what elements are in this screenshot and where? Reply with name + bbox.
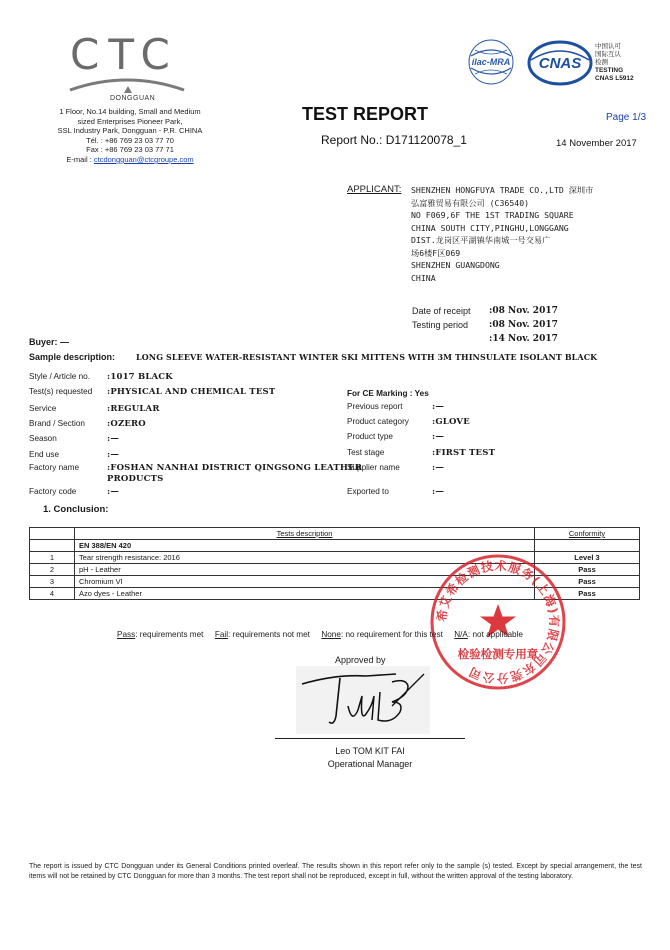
sample-description-label: Sample description: bbox=[29, 352, 116, 362]
address-phone: Tél. : +86 769 23 03 77 70 bbox=[86, 135, 174, 145]
product-category-label: Product category bbox=[347, 417, 409, 426]
applicant-line: 场6楼F区069 bbox=[411, 247, 461, 258]
applicant-details bbox=[411, 184, 641, 284]
signature-line bbox=[275, 738, 465, 739]
conformity-legend bbox=[117, 630, 523, 639]
style-article-label: Style / Article no. bbox=[29, 372, 90, 381]
col-tests-description: Tests description bbox=[75, 528, 535, 540]
legend-na-text: : not applicable bbox=[467, 630, 523, 639]
official-seal-icon bbox=[428, 552, 568, 692]
row-conformity: Pass bbox=[535, 564, 640, 576]
date-of-receipt-value: :08 Nov. 2017 bbox=[489, 306, 558, 316]
applicant-label: APPLICANT: bbox=[347, 184, 402, 195]
service-label: Service bbox=[29, 404, 57, 413]
page-number: Page 1/3 bbox=[606, 112, 647, 123]
cnas-text: CNAS bbox=[538, 55, 582, 72]
product-type-value: :— bbox=[432, 432, 445, 442]
factory-name-value-cont: PRODUCTS bbox=[107, 474, 164, 484]
style-article-value: :1017 BLACK bbox=[107, 372, 173, 382]
product-category-value: :GLOVE bbox=[432, 417, 470, 427]
season-label: Season bbox=[29, 434, 57, 443]
factory-code-value: :— bbox=[107, 487, 120, 497]
row-number: 3 bbox=[30, 576, 75, 588]
factory-name-label: Factory name bbox=[29, 463, 80, 472]
col-conformity: Conformity bbox=[535, 528, 640, 540]
signature-icon bbox=[296, 666, 430, 734]
legend-none: None bbox=[321, 630, 341, 639]
report-title: TEST REPORT bbox=[302, 104, 429, 124]
applicant-line: CHINA SOUTH CITY,PINGHU,LONGGANG bbox=[411, 222, 569, 233]
cnas-line: TESTING bbox=[595, 67, 624, 74]
lab-address bbox=[30, 107, 230, 165]
row-description: Chromium VI bbox=[75, 576, 535, 588]
applicant-line: 弘富雅贸易有限公司 (C36540) bbox=[411, 197, 530, 208]
applicant-line: SHENZHEN HONGFUYA TRADE CO.,LTD 深圳市 bbox=[411, 185, 594, 195]
brand-section-label: Brand / Section bbox=[29, 419, 85, 428]
conclusion-heading: 1. Conclusion: bbox=[43, 504, 109, 515]
report-number bbox=[321, 133, 467, 147]
applicant-line: DIST.龙岗区平湖镇华南城一号交易广 bbox=[411, 235, 551, 245]
season-value: :— bbox=[107, 434, 120, 444]
approved-by-label: Approved by bbox=[335, 655, 386, 665]
exported-to-value: :— bbox=[432, 487, 445, 497]
cnas-line: 国际互认 bbox=[595, 51, 621, 58]
signer-role: Operational Manager bbox=[327, 759, 413, 769]
standard-name: EN 388/EN 420 bbox=[75, 540, 535, 552]
brand-section-value: :OZERO bbox=[107, 419, 146, 429]
legend-na: N/A bbox=[454, 630, 468, 639]
factory-code-label: Factory code bbox=[29, 487, 77, 496]
applicant-line: NO F069,6F THE 1ST TRADING SQUARE bbox=[411, 210, 574, 220]
email-link[interactable]: ctcdongguan@ctcgroupe.com bbox=[93, 154, 194, 164]
row-number: 4 bbox=[30, 588, 75, 600]
previous-report-label: Previous report bbox=[347, 402, 403, 411]
report-date: 14 November 2017 bbox=[556, 138, 637, 149]
cnas-line: 检测 bbox=[595, 59, 608, 66]
ilac-text: ilac-MRA bbox=[471, 57, 511, 67]
seal-ring-text: 希艾希检测技术服务(上海)有限公司东莞分公司 bbox=[434, 558, 562, 686]
tests-requested-value: :PHYSICAL AND CHEMICAL TEST bbox=[107, 387, 276, 397]
signer bbox=[274, 745, 466, 771]
address-email-row bbox=[30, 155, 230, 165]
testing-period-label: Testing period bbox=[412, 320, 469, 330]
email-label: E-mail : bbox=[66, 154, 92, 164]
exported-to-label: Exported to bbox=[347, 487, 389, 496]
row-description: Azo dyes - Leather bbox=[75, 588, 535, 600]
legend-none-text: : no requirement for this test bbox=[340, 630, 443, 639]
cnas-logo-icon bbox=[527, 40, 593, 86]
cnas-line: 中国认可 bbox=[595, 43, 621, 50]
standard-row bbox=[30, 540, 640, 552]
row-number: 1 bbox=[30, 552, 75, 564]
footer-disclaimer: The report is issued by CTC Dongguan under its General Conditions printed overleaf. The results shown in this report refer only to the sample (s) tested. Except by special arrangement, the test items will not be retained by CTC Dongguan for more than 3 months. The test report shall not be reproduced, except in full, without the written approval of the testing laboratory. bbox=[29, 863, 642, 880]
table-cell bbox=[535, 540, 640, 552]
testing-period-from: :08 Nov. 2017 bbox=[489, 320, 558, 330]
logo-city: DONGGUAN bbox=[110, 95, 156, 102]
table-cell bbox=[30, 540, 75, 552]
legend-pass: Pass bbox=[117, 630, 136, 639]
address-line: 1 Floor, No.14 building, Small and Medium bbox=[59, 107, 201, 116]
row-description: pH - Leather bbox=[75, 564, 535, 576]
legend-fail-text: : requirements not met bbox=[228, 630, 310, 639]
address-line: sized Enterprises Pioneer Park, bbox=[77, 116, 183, 126]
seal-center-text: 检验检测专用章 bbox=[457, 647, 539, 661]
buyer: Buyer: — bbox=[29, 337, 70, 347]
row-conformity: Pass bbox=[535, 588, 640, 600]
cnas-line: CNAS L5912 bbox=[595, 75, 634, 82]
ctc-logo-arc-icon bbox=[62, 60, 192, 110]
end-use-label: End use bbox=[29, 450, 60, 459]
legend-fail: Fail bbox=[214, 630, 229, 639]
row-conformity: Pass bbox=[535, 576, 640, 588]
sample-description-value: LONG SLEEVE WATER-RESISTANT WINTER SKI MITTENS WITH 3M THINSULATE ISOLANT BLACK bbox=[136, 352, 598, 362]
report-number-label: Report No.: bbox=[321, 133, 383, 147]
table-header-cell bbox=[30, 528, 75, 540]
row-conformity: Level 3 bbox=[535, 552, 640, 564]
previous-report-value: :— bbox=[432, 402, 445, 412]
row-description: Tear strength resistance: 2016 bbox=[75, 552, 535, 564]
testing-period-to: :14 Nov. 2017 bbox=[489, 334, 558, 344]
row-number: 2 bbox=[30, 564, 75, 576]
supplier-name-label: Supplier name bbox=[347, 463, 400, 472]
legend-pass-text: : requirements met bbox=[135, 630, 204, 639]
report-number-value: D171120078_1 bbox=[385, 133, 467, 147]
table-header-row bbox=[30, 528, 640, 540]
ilac-mra-logo-icon bbox=[461, 38, 521, 86]
ctc-logo-text: CTC bbox=[70, 30, 179, 79]
test-stage-value: :FIRST TEST bbox=[432, 448, 496, 458]
test-stage-label: Test stage bbox=[347, 448, 385, 457]
signer-name: Leo TOM KIT FAI bbox=[335, 746, 405, 756]
tests-requested-label: Test(s) requested bbox=[29, 387, 93, 396]
applicant-line: CHINA bbox=[411, 272, 436, 283]
product-type-label: Product type bbox=[347, 432, 393, 441]
ce-marking: For CE Marking : Yes bbox=[347, 389, 429, 398]
address-fax: Fax : +86 769 23 03 77 71 bbox=[86, 145, 174, 155]
date-of-receipt-label: Date of receipt bbox=[412, 306, 471, 316]
cnas-accreditation-text bbox=[595, 43, 634, 83]
factory-name-value: :FOSHAN NANHAI DISTRICT QINGSONG LEATHER bbox=[107, 463, 363, 473]
supplier-name-value: :— bbox=[432, 463, 445, 473]
address-line: SSL Industry Park, Dongguan - P.R. CHINA bbox=[57, 126, 203, 136]
service-value: :REGULAR bbox=[107, 404, 160, 414]
end-use-value: :— bbox=[107, 450, 120, 460]
applicant-line: SHENZHEN GUANGDONG bbox=[411, 260, 500, 270]
